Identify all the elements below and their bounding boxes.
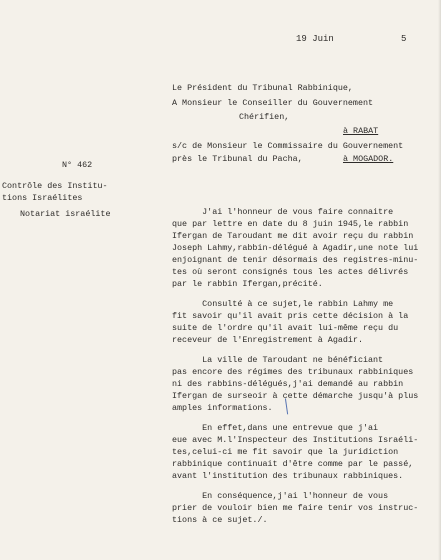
paragraph	[172, 410, 437, 482]
recipient-line-1: A Monsieur le Conseiller du Gouvernement	[172, 98, 374, 108]
body-line: tes,celui-ci me fit savoir que la juridiction	[172, 447, 399, 457]
body-line: En conséquence,j'ai l'honneur de vous	[172, 491, 389, 501]
sender-line: Le Président du Tribunal Rabbinique,	[172, 83, 353, 93]
body-line: Ifergan de Taroudant me dit avoir reçu du rabbin	[172, 231, 414, 241]
body-line: pas encore des régimes des tribunaux rabbiniques	[172, 367, 414, 377]
reference-number: N° 462	[62, 160, 93, 170]
via-line-2: près le Tribunal du Pacha,	[172, 154, 303, 164]
body-line: En effet,dans une entrevue que j'ai	[172, 423, 379, 433]
department-line-1: Contrôle des Institu-	[2, 181, 108, 191]
page-number: 5	[401, 34, 407, 44]
paragraph	[172, 478, 437, 526]
body-line: J'ai l'honneur de vous faire connaitre	[172, 207, 394, 217]
via-line-1: s/c de Monsieur le Commissaire du Gouvernement	[172, 141, 404, 151]
letter-body	[172, 194, 437, 526]
body-line: ni des rabbins-délégués,j'ai demandé au rabbin	[172, 379, 404, 389]
body-line: receveur de l'Enregistrement à Agadir.	[172, 335, 363, 345]
body-line: par le rabbin Ifergan,précité.	[172, 279, 323, 289]
body-line: rabbinique continuait d'être comme par le passé,	[172, 459, 414, 469]
body-line: eue avec M.l'Inspecteur des Institutions Israéli-	[172, 435, 419, 445]
paragraph	[172, 286, 437, 346]
body-line: La ville de Taroudant ne bénéficiant	[172, 355, 384, 365]
body-line: enjoignant de tenir désormais des registres-minu-	[172, 255, 419, 265]
body-line: tions à ce sujet./.	[172, 515, 268, 525]
body-line: prier de vouloir bien me faire tenir vos instruc-	[172, 503, 419, 513]
recipient-destination: à RABAT	[343, 126, 379, 136]
body-line: Joseph Lahmy,rabbin-délégué à Agadir,une note lui	[172, 243, 419, 253]
body-line: suite de l'ordre qu'il avait lui-même reçu du	[172, 323, 399, 333]
body-line: amples informations.	[172, 403, 273, 413]
body-line: Ifergan de surseoir à cette démarche jusqu'à plus	[172, 391, 419, 401]
recipient-line-2: Chérifien,	[239, 112, 290, 122]
body-line: tes où seront consignés tous les actes délivrés	[172, 267, 409, 277]
body-line: fit savoir qu'il avait pris cette décision à la	[172, 311, 409, 321]
paragraph	[172, 194, 437, 290]
department-line-2: tions Israélites	[2, 193, 83, 203]
paragraph	[172, 342, 437, 414]
via-destination: à MOGADOR.	[343, 154, 394, 164]
body-line: que par lettre en date du 8 juin 1945,le rabbin	[172, 219, 409, 229]
body-line: avant l'institution des tribunaux rabbiniques.	[172, 471, 404, 481]
letter-date: 19 Juin	[296, 34, 334, 44]
body-line: Consulté à ce sujet,le rabbin Lahmy me	[172, 299, 394, 309]
department-line-3: Notariat israélite	[20, 209, 111, 219]
